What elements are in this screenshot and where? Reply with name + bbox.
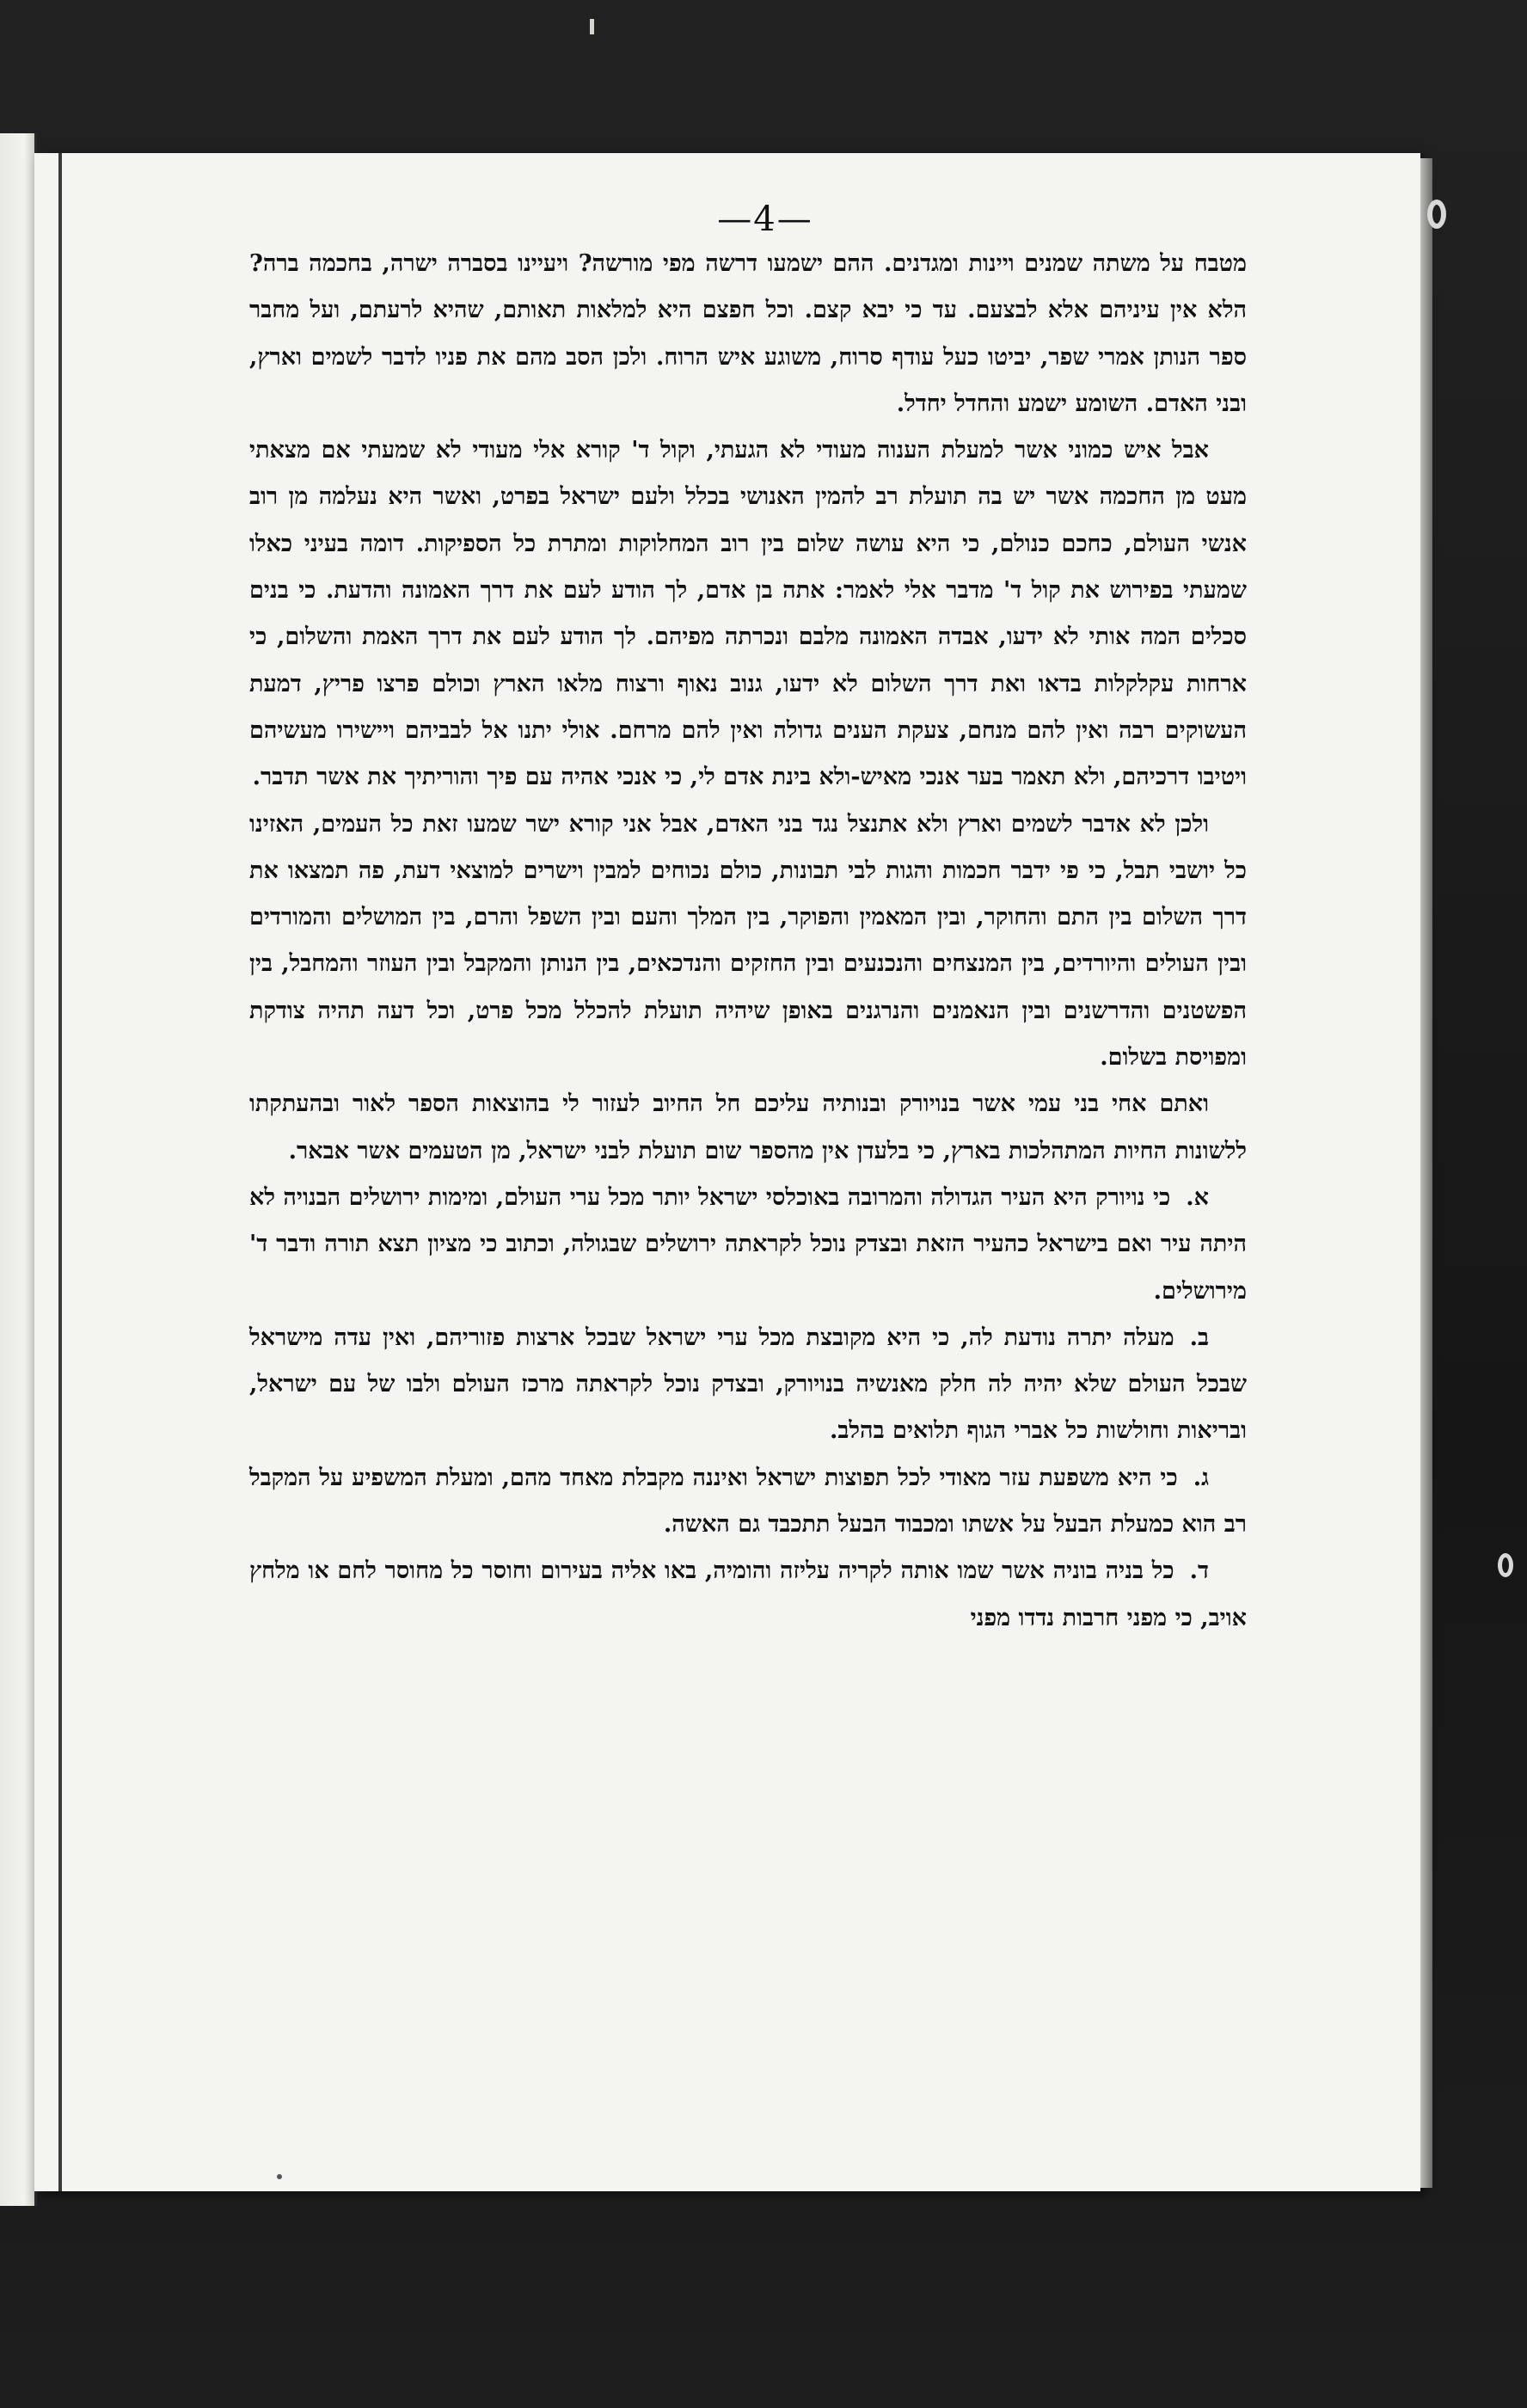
paragraph-3: ולכן לא אדבר לשמים וארץ ולא אתנצל נגד בני האדם, אבל אני קורא ישר שמעו זאת כל העמים, האזינו כל יושבי תבל, כי פי ידבר חכמות והגות לבי תבונות, כולם נכוחים למבין וישרים למוצאי דעת, פה תמצאו את דרך השלום בין התם והחוקר, ובין המאמין והפוקר, בין המלך והעם ובין השפל והרם, בין המושלים והמורדים ובין העולים והיורדים, בין המנצחים והנכנעים ובין החזקים והנדכאים, בין הנותן והמקבל ובין העוזר והמחבל, בין הפשטנים והדרשנים ובין הנאמנים והנרגנים באופן שיהיה תועלת להכלל מכל פרט, וכל דעה תהיה צודקת ומפויסת בשלום. bbox=[249, 810, 1247, 1072]
paragraph-4: ואתם אחי בני עמי אשר בנויורק ובנותיה עליכם חל החיוב לעזור לי בהוצאות הספר לאור ובהעתקתו ללשונות החיות המתהלכות בארץ, כי בלעדן אין מהספר שום תועלת לבני ישראל, מן הטעמים אשר אבאר. bbox=[249, 1090, 1247, 1164]
paragraph-1: מטבח על משתה שמנים ויינות ומגדנים. ההם ישמעו דרשה מפי מורשה? ויעיינו בסברה ישרה, בחכמה ברה? הלא אין עיניהם אלא לבצעם. עד כי יבא קצם. וכל חפצם היא למלאות תאותם, שהיא לרעתם, ועל מחבר ספר הנותן אמרי שפר, יביטו כעל עודף סרוח, משוגע איש הרוח. ולכן הסב מהם את פניו לדבר לשמים וארץ, ובני האדם. השומע ישמע והחדל יחדל. bbox=[249, 250, 1247, 417]
binder-hole-icon bbox=[1498, 1553, 1513, 1577]
list-item-label: ב. bbox=[1189, 1324, 1209, 1351]
page-fold-line bbox=[58, 153, 62, 2191]
list-item-label: ד. bbox=[1189, 1557, 1209, 1585]
list-item-text: כי היא משפעת עזר מאודי לכל תפוצות ישראל ואיננה מקבלת מאחד מהם, ומעלת המשפיע על המקבל רב הוא כמעלת הבעל על אשתו ומכבוד הבעל תתכבד גם האשה. bbox=[249, 1464, 1247, 1539]
list-item-text: מעלה יתרה נודעת לה, כי היא מקובצת מכל ערי ישראל שבכל ארצות פזוריהם, ואין עדה מישראל שבכל העולם שלא יהיה לה חלק מאנשיה בנויורק, ובצדק נוכל לקראתה מרכז העולם ולבו של עם ישראל, ובריאות וחולשות כל אברי הגוף תלואים בהלב. bbox=[249, 1324, 1247, 1445]
list-item bbox=[249, 1315, 1247, 1455]
facing-page-edge bbox=[0, 133, 37, 2206]
list-item bbox=[249, 1455, 1247, 1549]
binder-hole-icon bbox=[1427, 200, 1446, 229]
list-item-label: א. bbox=[1186, 1183, 1209, 1211]
list-item bbox=[249, 1548, 1247, 1642]
list-item bbox=[249, 1175, 1247, 1315]
scan-speck bbox=[590, 19, 594, 34]
list-item-text: כי נויורק היא העיר הגדולה והמרובה באוכלסי ישראל יותר מכל ערי העולם, ומימות ירושלים הבנויה לא היתה עיר ואם בישראל כהעיר הזאת ובצדק נוכל לקראתה ירושלים שבגולה, וכתוב כי מציון תצא תורה ודבר ד' מירושלים. bbox=[249, 1183, 1247, 1305]
page-edge-shadow bbox=[1420, 158, 1432, 2188]
page-number: —4— bbox=[717, 200, 813, 239]
paragraph-2: אבל איש כמוני אשר למעלת הענוה מעודי לא הגעתי, וקול ד' קורא אלי מעודי לא שמעתי אם מצאתי מעט מן החכמה אשר יש בה תועלת רב להמין האנושי בכלל ולעם ישראל בפרט, ואשר היא נעלמה מן רוב אנשי העולם, כחכם כנולם, כי היא עושה שלום בין רוב המחלוקות ומתרת כל הספיקות. דומה בעיני כאלו שמעתי בפירוש את קול ד' מדבר אלי לאמר: אתה בן אדם, לך הודע לעם את דרך האמונה והדעת. כי בנים סכלים המה אותי לא ידעו, אבדה האמונה מלבם ונכרתה מפיהם. לך הודע לעם את דרך האמת והשלום, כי ארחות עקלקלות בדאו ואת דרך השלום לא ידעו, גנוב נאוף ורצוח מלאו הארץ וכולם פרצו פריץ, דמעת העשוקים רבה ואין להם מנחם, צעקת הענים גדולה ואין להם מרחם. אולי יתנו אל לבביהם ויישירו מעשיהם ויטיבו דרכיהם, ולא תאמר בער אנכי מאיש-ולא בינת אדם לי, כי אנכי אהיה עם פיך והוריתיך את אשר תדבר. bbox=[249, 437, 1247, 791]
list-item-text: כל בניה בוניה אשר שמו אותה לקריה עליזה והומיה, באו אליה בעירום וחוסר כל מחוסר לחם או מלחץ אויב, כי מפני חרבות נדדו מפני bbox=[249, 1557, 1247, 1631]
body-text bbox=[249, 241, 1247, 1642]
ink-mark bbox=[277, 2174, 282, 2179]
list-item-label: ג. bbox=[1193, 1464, 1209, 1491]
